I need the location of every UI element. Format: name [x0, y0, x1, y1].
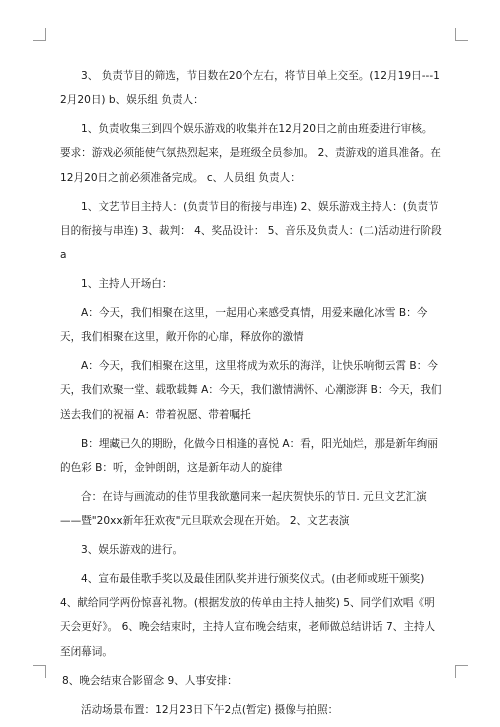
paragraph: 4、宣布最佳歌手奖以及最佳团队奖并进行颁奖仪式。(由老师或班干颁奖) 4、献给同学两份惊喜礼物。(根据发放的传单由主持人抽奖) 5、同学们欢唱《明天会更好》。 6、晚会结束时，主持人宣布晚会结束，老师做总结讲话 7、主持人至闭幕词。 — [60, 573, 436, 658]
paragraph: 活动场景布置：12月23日下午2点(暂定) 摄像与拍照： — [81, 703, 339, 716]
paragraph: 1、负责收集三到四个娱乐游戏的收集并在12月20日之前由班委进行审核。 要求：游戏必须能使气氛热烈起来，是班级全员参加。 2、责游戏的道具准备。在12月20日之前必须准备完成。 c、人员组 负责人： — [60, 123, 441, 184]
paragraph: 8、晚会结束合影留念 9、人事安排： — [62, 674, 238, 687]
document-body — [60, 64, 443, 727]
paragraph: B：埋藏已久的期盼，化做今日相逢的喜悦 A：看，阳光灿烂，那是新年绚丽的色彩 B：听，金钟朗朗，这是新年动人的旋律 — [60, 437, 438, 474]
paragraph: 3、娱乐游戏的进行。 — [81, 544, 184, 557]
crop-mark-top-left — [33, 28, 46, 41]
paragraph: 合：在诗与画流动的佳节里我欲邀同来一起庆贺快乐的节日. 元旦文艺汇演——暨"20xx新年狂欢夜"元旦联欢会现在开始。 2、文艺表演 — [60, 490, 427, 528]
paragraph: A：今天，我们相聚在这里，这里将成为欢乐的海洋，让快乐响彻云霄 B：今天，我们欢聚一堂、载歌载舞 A：今天，我们激情满怀、心潮澎湃 B：今天，我们送去我们的祝福 A：带着祝愿、带着嘱托 — [60, 360, 442, 421]
crop-mark-bottom-left — [33, 665, 46, 678]
crop-mark-top-right — [455, 28, 468, 41]
paragraph: A：今天，我们相聚在这里，一起用心来感受真情，用爱来融化冰雪 B：今天，我们相聚在这里，敞开你的心扉，释放你的激情 — [60, 307, 428, 344]
paragraph: 1、文艺节目主持人：(负责节目的衔接与串连) 2、娱乐游戏主持人：(负责节目的衔接与串连) 3、裁判： 4、奖品设计： 5、音乐及负责人：(二)活动进行阶段 a — [60, 200, 442, 262]
paragraph: 3、 负责节目的筛选，节目数在20个左右，将节目单上交至。(12月19日---12月20日) b、娱乐组 负责人： — [60, 70, 440, 107]
crop-mark-bottom-right — [455, 665, 468, 678]
paragraph: 1、主持人开场白： — [81, 278, 173, 291]
